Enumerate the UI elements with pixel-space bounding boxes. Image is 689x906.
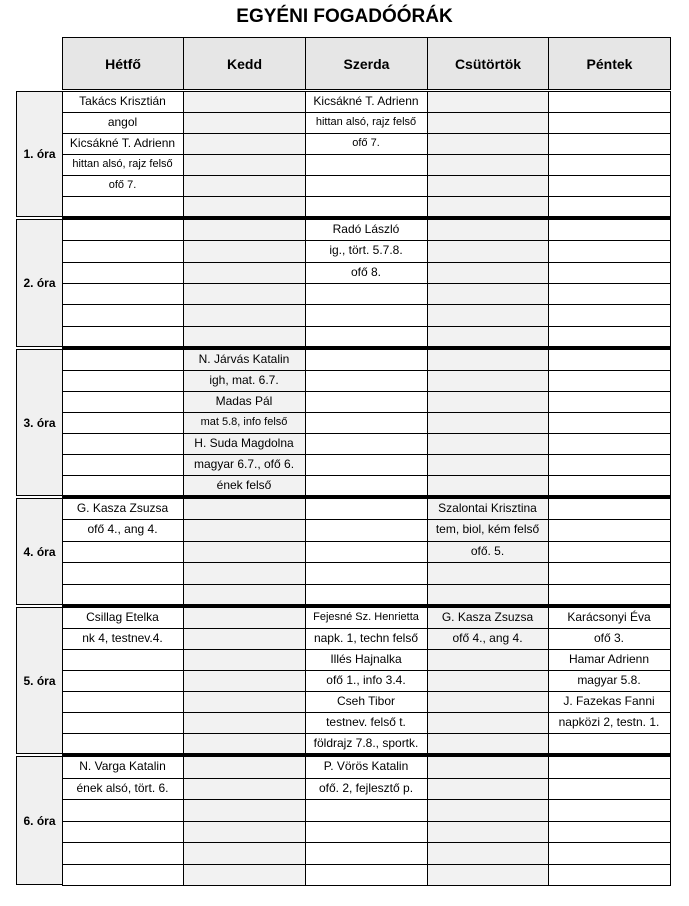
entry-text: tem, biol, kém felső: [435, 522, 540, 537]
table-cell: [183, 821, 306, 844]
table-cell: [305, 864, 428, 887]
day-header: Szerda: [305, 37, 428, 90]
entry-text: N. Járvás Katalin: [198, 352, 290, 366]
table-cell: [62, 240, 184, 262]
table-cell: [427, 240, 549, 262]
table-cell: [62, 799, 184, 822]
table-cell: [183, 91, 306, 113]
day-header: Kedd: [183, 37, 306, 90]
table-cell: [548, 219, 671, 241]
table-cell: [548, 584, 671, 606]
table-cell: [548, 349, 671, 371]
table-cell: [548, 864, 671, 887]
entry-text: Illés Hajnalka: [330, 652, 402, 666]
table-cell: [183, 262, 306, 284]
table-cell: [427, 799, 549, 822]
table-cell: [183, 112, 306, 134]
table-cell: [305, 304, 428, 326]
table-cell: [548, 475, 671, 497]
entry-text: Cseh Tibor: [336, 694, 396, 708]
table-cell: [183, 778, 306, 801]
entry-text: ofő 7.: [108, 179, 137, 191]
table-cell: [305, 412, 428, 434]
day-header: Péntek: [548, 37, 671, 90]
entry-text: Madas Pál: [215, 394, 273, 408]
day-header: Csütörtök: [427, 37, 549, 90]
period-label: 4. óra: [16, 498, 63, 605]
table-cell: [427, 391, 549, 413]
table-cell: [183, 519, 306, 541]
entry-text: ofő 1., info 3.4.: [326, 673, 406, 687]
entry-text: N. Varga Katalin: [79, 759, 166, 773]
table-cell: [62, 370, 184, 392]
table-cell: [427, 154, 549, 176]
table-cell: [305, 821, 428, 844]
table-cell: [305, 584, 428, 606]
table-cell: [427, 175, 549, 197]
table-cell: [548, 175, 671, 197]
table-cell: [62, 584, 184, 606]
table-cell: [183, 733, 306, 755]
table-cell: [62, 326, 184, 348]
entry-text: hittan alsó, rajz felső: [72, 158, 173, 170]
table-cell: [548, 498, 671, 520]
table-cell: [62, 454, 184, 476]
table-cell: [183, 219, 306, 241]
table-cell: [427, 133, 549, 155]
table-cell: [427, 712, 549, 734]
table-cell: [427, 433, 549, 455]
entry-text: Hamar Adrienn: [568, 652, 650, 666]
table-cell: [548, 799, 671, 822]
table-cell: [427, 112, 549, 134]
table-cell: [183, 691, 306, 713]
table-cell: [62, 349, 184, 371]
table-cell: [183, 864, 306, 887]
table-cell: [183, 133, 306, 155]
period-label: 1. óra: [16, 91, 63, 217]
table-cell: [427, 649, 549, 671]
entry-text: ofő. 2, fejlesztő p.: [318, 780, 414, 795]
table-cell: [183, 842, 306, 865]
entry-text: G. Kasza Zsuzsa: [76, 501, 169, 515]
table-cell: [548, 262, 671, 284]
table-cell: [183, 154, 306, 176]
table-cell: [62, 541, 184, 563]
table-cell: [62, 562, 184, 584]
table-cell: [62, 433, 184, 455]
entry-text: Fejesné Sz. Henrietta: [313, 611, 419, 623]
table-cell: [305, 175, 428, 197]
table-cell: [62, 670, 184, 692]
table-cell: [305, 370, 428, 392]
entry-text: földrajz 7.8., sportk.: [313, 736, 419, 750]
table-cell: [62, 712, 184, 734]
table-cell: [183, 756, 306, 779]
table-cell: [305, 326, 428, 348]
table-cell: [183, 562, 306, 584]
table-cell: [548, 112, 671, 134]
entry-text: ének felső: [216, 478, 272, 492]
table-cell: [305, 196, 428, 218]
table-cell: [427, 196, 549, 218]
table-cell: [62, 691, 184, 713]
table-cell: [548, 842, 671, 865]
table-cell: [305, 391, 428, 413]
table-cell: [548, 133, 671, 155]
table-cell: [183, 607, 306, 629]
table-cell: [305, 842, 428, 865]
table-cell: [305, 498, 428, 520]
table-cell: [427, 475, 549, 497]
table-cell: [183, 649, 306, 671]
table-cell: [427, 412, 549, 434]
table-cell: [183, 175, 306, 197]
entry-text: P. Vörös Katalin: [323, 759, 409, 773]
table-cell: [548, 756, 671, 779]
table-cell: [427, 262, 549, 284]
period-label: 6. óra: [16, 756, 63, 885]
table-cell: [427, 864, 549, 887]
entry-text: testnev. felső t.: [326, 715, 406, 729]
table-cell: [548, 154, 671, 176]
table-cell: [427, 370, 549, 392]
table-cell: [183, 628, 306, 650]
table-cell: [548, 91, 671, 113]
table-cell: [427, 842, 549, 865]
table-cell: [62, 842, 184, 865]
table-cell: [427, 821, 549, 844]
table-cell: [305, 519, 428, 541]
table-cell: [427, 670, 549, 692]
table-cell: [427, 91, 549, 113]
table-cell: [305, 454, 428, 476]
table-cell: [427, 691, 549, 713]
page-title: EGYÉNI FOGADÓÓRÁK: [236, 6, 453, 27]
period-label: 2. óra: [16, 219, 63, 347]
entry-text: Karácsonyi Éva: [567, 610, 651, 624]
table-cell: [183, 498, 306, 520]
table-cell: [183, 304, 306, 326]
table-cell: [183, 670, 306, 692]
period-label: 5. óra: [16, 607, 63, 754]
table-cell: [62, 262, 184, 284]
table-cell: [427, 756, 549, 779]
entry-text: ének alsó, tört. 6.: [76, 780, 169, 795]
entry-text: ofő 3.: [593, 631, 625, 645]
table-cell: [548, 541, 671, 563]
table-cell: [548, 821, 671, 844]
entry-text: J. Fazekas Fanni: [563, 694, 655, 708]
table-cell: [183, 541, 306, 563]
entry-text: ofő 8.: [350, 264, 382, 279]
entry-text: Takács Krisztián: [79, 94, 166, 108]
table-cell: [62, 391, 184, 413]
table-cell: [548, 562, 671, 584]
table-cell: [305, 283, 428, 305]
entry-text: Szalontai Krisztina: [438, 501, 537, 515]
table-cell: [548, 454, 671, 476]
entry-text: hittan alsó, rajz felső: [315, 116, 417, 128]
table-cell: [427, 326, 549, 348]
table-cell: [305, 541, 428, 563]
entry-text: Csillag Etelka: [86, 610, 159, 624]
table-cell: [183, 283, 306, 305]
table-cell: [548, 433, 671, 455]
day-header: Hétfő: [62, 37, 184, 90]
table-cell: [548, 519, 671, 541]
table-cell: [427, 304, 549, 326]
entry-text: napközi 2, testn. 1.: [558, 715, 660, 729]
table-cell: [305, 349, 428, 371]
table-cell: [62, 733, 184, 755]
entry-text: H. Suda Magdolna: [194, 436, 294, 450]
table-cell: [548, 240, 671, 262]
table-cell: [305, 562, 428, 584]
table-cell: [427, 454, 549, 476]
table-cell: [427, 283, 549, 305]
table-cell: [548, 778, 671, 801]
table-cell: [62, 412, 184, 434]
entry-text: ofő. 5.: [470, 543, 505, 558]
entry-text: nk 4, testnev.4.: [82, 631, 163, 645]
table-cell: [305, 475, 428, 497]
table-cell: [62, 196, 184, 218]
table-cell: [183, 240, 306, 262]
table-cell: [427, 584, 549, 606]
table-cell: [183, 584, 306, 606]
table-cell: [427, 562, 549, 584]
entry-text: napk. 1, techn felső: [313, 631, 419, 645]
entry-text: angol: [107, 115, 138, 129]
table-cell: [183, 799, 306, 822]
table-cell: [62, 304, 184, 326]
table-cell: [62, 283, 184, 305]
table-cell: [548, 370, 671, 392]
entry-text: igh, mat. 6.7.: [209, 373, 279, 387]
entry-text: ofő 4., ang 4.: [452, 631, 523, 645]
table-cell: [305, 799, 428, 822]
table-cell: [305, 154, 428, 176]
entry-text: magyar 6.7., ofő 6.: [193, 457, 295, 471]
entry-text: Kicsákné T. Adrienn: [69, 136, 176, 150]
entry-text: G. Kasza Zsuzsa: [441, 610, 534, 624]
table-cell: [183, 326, 306, 348]
entry-text: magyar 5.8.: [577, 673, 641, 687]
table-cell: [183, 712, 306, 734]
table-cell: [548, 283, 671, 305]
entry-text: Radó László: [332, 222, 400, 236]
table-cell: [548, 304, 671, 326]
table-cell: [548, 196, 671, 218]
table-cell: [62, 864, 184, 887]
table-cell: [62, 649, 184, 671]
entry-text: mat 5.8, info felső: [200, 416, 288, 428]
table-cell: [62, 821, 184, 844]
table-cell: [548, 733, 671, 755]
table-cell: [183, 196, 306, 218]
table-cell: [548, 412, 671, 434]
entry-text: ofő 7.: [352, 137, 380, 149]
period-label: 3. óra: [16, 349, 63, 496]
table-cell: [548, 326, 671, 348]
table-cell: [427, 219, 549, 241]
table-cell: [62, 219, 184, 241]
table-cell: [427, 349, 549, 371]
table-cell: [427, 778, 549, 801]
table-cell: [548, 391, 671, 413]
entry-text: ig., tört. 5.7.8.: [329, 243, 403, 258]
entry-text: ofő 4., ang 4.: [87, 522, 158, 537]
entry-text: Kicsákné T. Adrienn: [313, 94, 419, 108]
table-cell: [427, 733, 549, 755]
table-cell: [305, 433, 428, 455]
table-cell: [62, 475, 184, 497]
